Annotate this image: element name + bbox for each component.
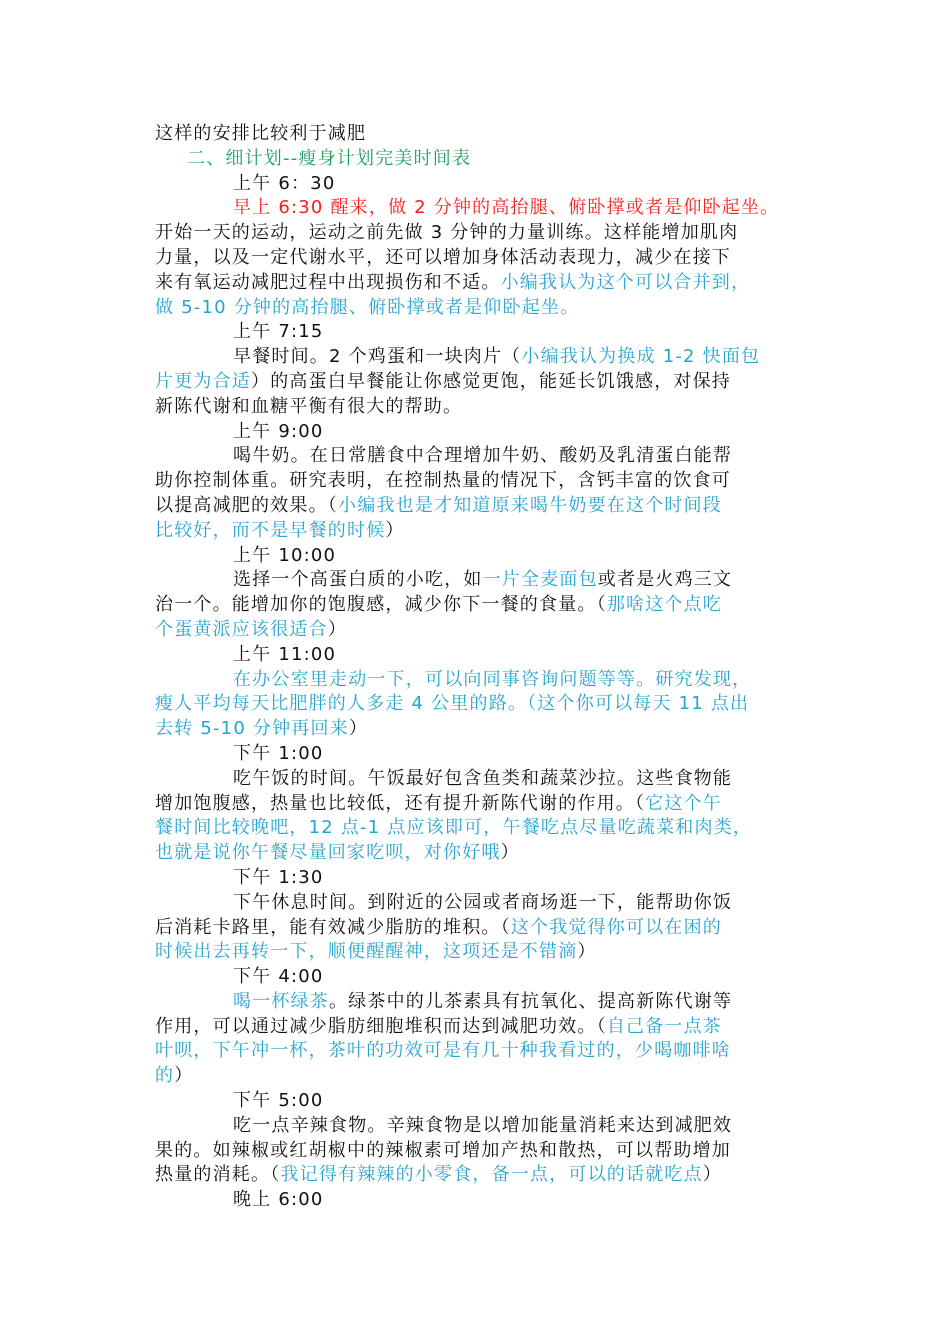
body-line: [155, 692, 835, 717]
editor-comment-text: 比较好，而不是早餐的时候: [155, 519, 386, 541]
body-text: ）: [702, 1164, 723, 1186]
body-line: [155, 395, 835, 420]
body-line: [155, 494, 835, 519]
editor-comment-text: 做 5-10 分钟的高抬腿、俯卧撑或者是仰卧起坐。: [155, 296, 580, 318]
body-text: 喝牛奶。在日常膳食中合理增加牛奶、酸奶及乳清蛋白能帮: [233, 445, 733, 467]
body-line: [155, 916, 835, 941]
body-line: [155, 370, 835, 395]
schedule-section: [155, 420, 835, 544]
body-text: ）的高蛋白早餐能让你感觉更饱，能延长饥饿感，对保持: [251, 370, 731, 392]
schedule-section: [155, 643, 835, 742]
editor-comment-text: 小编我也是才知道原来喝牛奶要在这个时间段: [338, 494, 722, 516]
body-text: ）: [500, 842, 520, 864]
body-text: 早餐时间。2 个鸡蛋和一块肉片（: [233, 346, 522, 368]
editor-comment-text: 也就是说你午餐尽量回家吃呗，对你好哦: [155, 842, 501, 864]
schedule-section: [155, 320, 835, 419]
body-text: 或者是火鸡三文: [597, 569, 733, 591]
body-text: 热量的消耗。（: [155, 1164, 281, 1186]
schedule-section: [155, 172, 835, 321]
body-text: 力量，以及一定代谢水平，还可以增加身体活动表现力，减少在接下: [155, 246, 731, 268]
body-line: [155, 1015, 835, 1040]
body-text: 助你控制体重。研究表明，在控制热量的情况下，含钙丰富的饮食可: [155, 470, 731, 492]
time-label: 下午 1:30: [233, 866, 324, 888]
body-line: [155, 271, 835, 296]
time-label: 上午 6：30: [233, 172, 336, 194]
editor-comment-text: 叶呗，下午冲一杯，茶叶的功效可是有几十种我看过的，少喝咖啡啥: [155, 1040, 731, 1062]
schedule-sections: [155, 172, 835, 1213]
editor-comment-text: 这个我觉得你可以在困的: [510, 916, 723, 938]
intro-line: 这样的安排比较利于减肥: [155, 123, 367, 144]
body-text: 增加饱腹感，热量也比较低，还有提升新陈代谢的作用。（: [155, 792, 646, 814]
body-line: [155, 1039, 835, 1064]
body-text: 果的。如辣椒或红胡椒中的辣椒素可增加产热和散热，可以帮助增加: [155, 1139, 731, 1161]
body-text: 吃午饭的时间。午饭最好包含鱼类和蔬菜沙拉。这些食物能: [233, 767, 733, 789]
body-line: [155, 792, 835, 817]
editor-comment-text: 在办公室里走动一下，可以向同事咨询问题等等。研究发现，: [233, 668, 752, 690]
editor-comment-text: 它这个午: [645, 792, 723, 814]
body-text: ）: [577, 941, 597, 963]
body-text: 下午休息时间。到附近的公园或者商场逛一下，能帮助你饭: [233, 891, 733, 913]
body-text: ）: [348, 718, 369, 740]
schedule-section: [155, 1188, 835, 1213]
time-label: 上午 7:15: [233, 321, 324, 343]
editor-comment-text: 那啥这个点吃: [606, 594, 723, 616]
schedule-section: [155, 866, 835, 965]
document-page: [155, 122, 835, 1213]
editor-comment-text: 个蛋黄派应该很适合: [155, 618, 328, 640]
editor-comment-text: 片更为合适: [155, 370, 251, 392]
body-text: 开始一天的运动，运动之前先做 3 分钟的力量训练。这样能增加肌肉: [155, 222, 739, 244]
body-line: [155, 1163, 835, 1188]
body-line: [155, 345, 835, 370]
time-label: 下午 4:00: [233, 966, 324, 988]
body-line: [155, 444, 835, 469]
body-line: [155, 1139, 835, 1164]
body-text: 来有氧运动减肥过程中出现损伤和不适。: [155, 271, 501, 293]
time-label: 下午 5:00: [233, 1090, 324, 1112]
time-label: 晚上 6:00: [233, 1189, 324, 1211]
body-line: [155, 891, 835, 916]
body-line: [155, 717, 835, 742]
schedule-section: [155, 544, 835, 643]
schedule-section: [155, 742, 835, 866]
body-text: 作用，可以通过减少脂肪细胞堆积而达到减肥功效。（: [155, 1015, 607, 1037]
body-line: [155, 1114, 835, 1139]
editor-comment-text: 喝一杯绿茶: [233, 990, 329, 1012]
body-line: [155, 841, 835, 866]
body-text: ）: [385, 519, 405, 541]
time-label: 上午 11:00: [233, 643, 337, 665]
body-text: 以提高减肥的效果。（: [155, 494, 338, 516]
editor-comment-text: 一片全麦面包: [482, 569, 598, 591]
schedule-section: [155, 965, 835, 1089]
body-line: [155, 519, 835, 544]
body-text: ）: [174, 1065, 194, 1087]
schedule-section: [155, 1089, 835, 1188]
editor-comment-text: 小编我认为换成 1-2 快面包: [521, 346, 761, 368]
body-line: [155, 221, 835, 246]
body-text: 后消耗卡路里，能有效减少脂肪的堆积。（: [155, 916, 511, 938]
editor-comment-text: 时候出去再转一下，顺便醒醒神，这项还是不错滴: [155, 941, 578, 963]
body-line: [155, 940, 835, 965]
body-line: [155, 196, 835, 221]
section-heading: 二、细计划--瘦身计划完美时间表: [187, 147, 472, 169]
body-line: [155, 568, 835, 593]
editor-comment-text: 我记得有辣辣的小零食，备一点，可以的话就吃点: [280, 1164, 703, 1186]
body-line: [155, 246, 835, 271]
time-label: 下午 1:00: [233, 742, 324, 764]
time-label: 上午 9:00: [233, 420, 324, 442]
time-label: 上午 10:00: [233, 544, 337, 566]
body-text: 选择一个高蛋白质的小吃，如: [233, 569, 483, 591]
body-line: [155, 1064, 835, 1089]
body-line: [155, 816, 835, 841]
body-text: 吃一点辛辣食物。辛辣食物是以增加能量消耗来达到减肥效: [233, 1114, 733, 1136]
highlight-text: 早上 6:30 醒来，做 2 分钟的高抬腿、俯卧撑或者是仰卧起坐。: [233, 197, 780, 219]
editor-comment-text: 瘦人平均每天比肥胖的人多走 4 公里的路。（这个你可以每天 11 点出: [155, 693, 750, 715]
body-line: [155, 593, 835, 618]
body-text: 新陈代谢和血糖平衡有很大的帮助。: [155, 395, 463, 417]
body-line: [155, 296, 835, 321]
body-text: ）: [327, 618, 348, 640]
body-text: 治一个。能增加你的饱腹感，减少你下一餐的食量。（: [155, 594, 607, 616]
body-line: [155, 990, 835, 1015]
body-line: [155, 767, 835, 792]
editor-comment-text: 去转 5-10 分钟再回来: [155, 718, 349, 740]
editor-comment-text: 的: [155, 1065, 175, 1087]
body-line: [155, 668, 835, 693]
editor-comment-text: 小编我认为这个可以合并到，: [500, 271, 751, 293]
body-text: 。绿茶中的儿茶素具有抗氧化、提高新陈代谢等: [329, 990, 733, 1012]
editor-comment-text: 自己备一点茶: [606, 1015, 723, 1037]
body-line: [155, 618, 835, 643]
body-line: [155, 469, 835, 494]
editor-comment-text: 餐时间比较晚吧，12 点-1 点应该即可，午餐吃点尽量吃蔬菜和肉类，: [155, 817, 753, 839]
